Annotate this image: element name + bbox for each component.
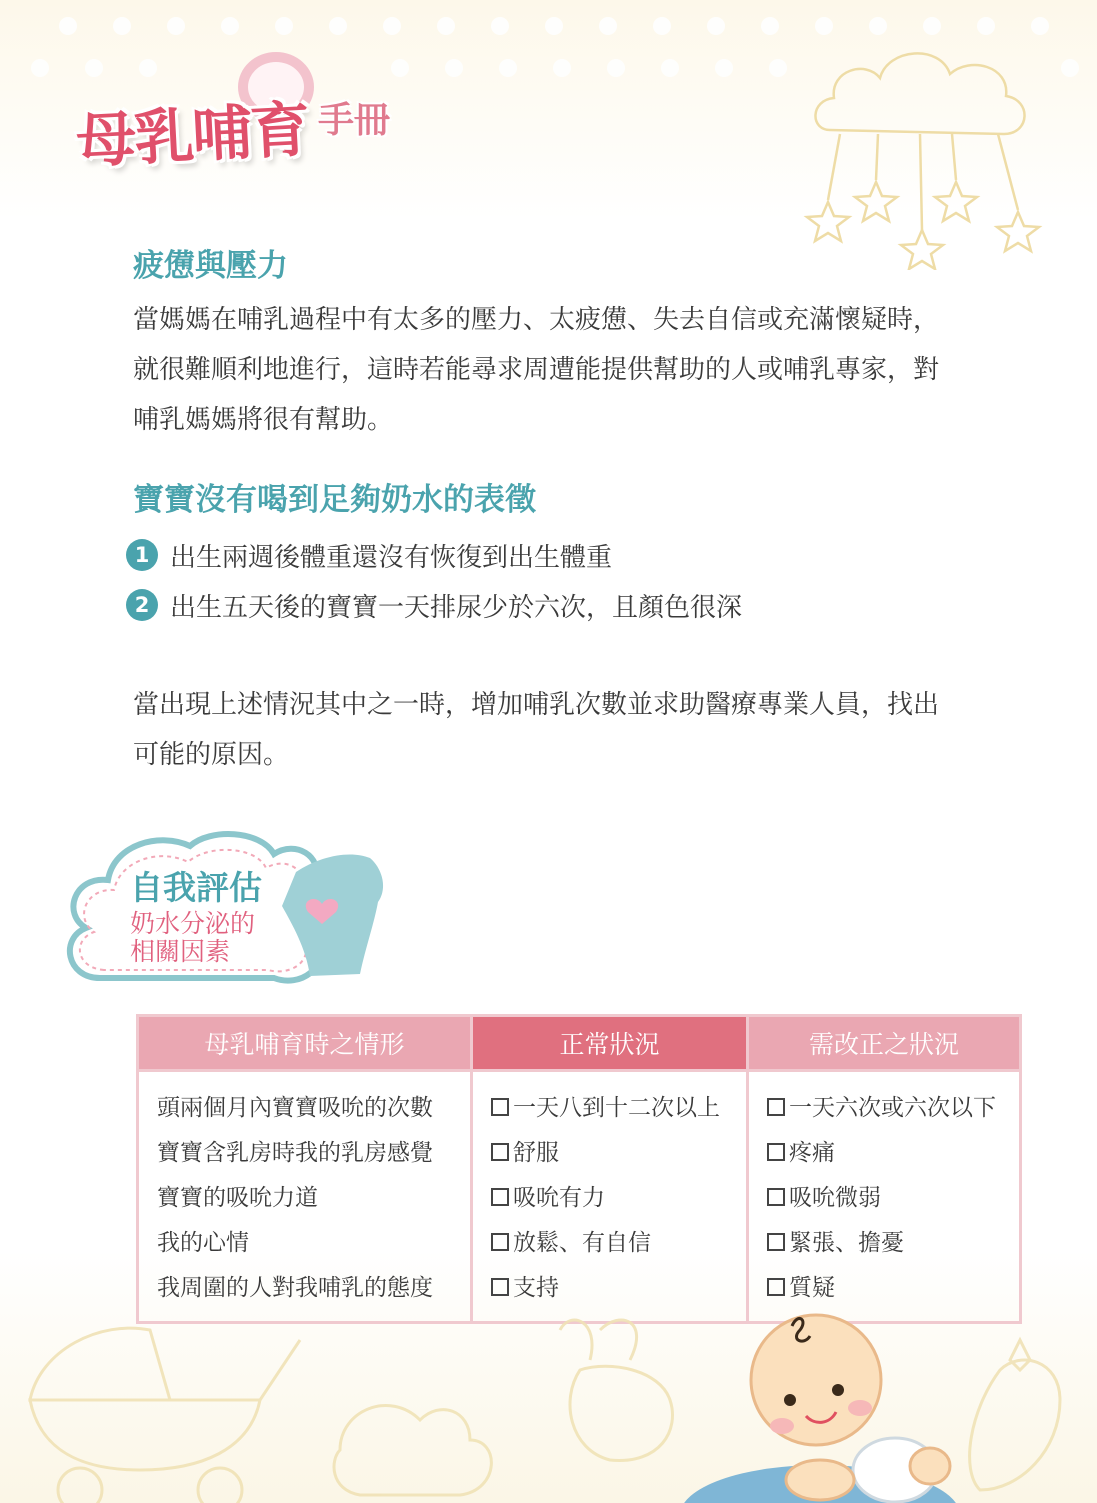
paragraph-line: 當媽媽在哺乳過程中有太多的壓力、太疲憊、失去自信或充滿懷疑時，: [133, 305, 940, 335]
list-item-text: 出生五天後的寶寶一天排尿少於六次，且顏色很深: [170, 592, 743, 623]
normal-option[interactable]: [473, 1086, 746, 1131]
checkbox[interactable]: [767, 1233, 785, 1251]
situation-item: 我周圍的人對我哺乳的態度: [157, 1275, 433, 1301]
option-label: 疼痛: [789, 1140, 835, 1166]
paragraph-line: 可能的原因。: [133, 740, 290, 770]
situation-item: 寶寶的吸吮力道: [157, 1185, 318, 1211]
column-header: 正常狀況: [472, 1016, 748, 1071]
paragraph-line: 哺乳媽媽將很有幫助。: [133, 405, 394, 435]
logo-title: 母乳哺育: [74, 94, 310, 178]
paragraph-line: 就很難順利地進行，這時若能尋求周遭能提供幫助的人或哺乳專家，對: [133, 355, 940, 385]
correction-option[interactable]: [749, 1221, 1019, 1266]
table-row: [138, 1071, 1021, 1323]
column-header: 母乳哺育時之情形: [138, 1016, 472, 1071]
needs-correction-cell: [748, 1071, 1021, 1323]
self-assessment-subtitle: 奶水分泌的: [130, 909, 256, 938]
list-item: [126, 535, 612, 575]
normal-cell: [472, 1071, 748, 1323]
option-label: 一天八到十二次以上: [513, 1095, 720, 1121]
option-label: 舒服: [513, 1140, 559, 1166]
situations-cell: [138, 1071, 472, 1323]
option-label: 一天六次或六次以下: [789, 1095, 996, 1121]
option-label: 質疑: [789, 1275, 835, 1301]
self-assessment-subtitle: 相關因素: [130, 937, 231, 966]
correction-option[interactable]: [749, 1131, 1019, 1176]
section-title-fatigue: 疲憊與壓力: [133, 248, 288, 284]
logo-subtitle: 手冊: [318, 100, 391, 141]
number-badge: 2: [126, 589, 158, 621]
correction-option[interactable]: [749, 1176, 1019, 1221]
booklet-logo: [62, 48, 422, 188]
situation-item: 頭兩個月內寶寶吸吮的次數: [157, 1095, 433, 1121]
column-header: 需改正之狀況: [748, 1016, 1021, 1071]
situation-item: 我的心情: [157, 1230, 249, 1256]
paragraph-line: 當出現上述情況其中之一時，增加哺乳次數並求助醫療專業人員，找出: [133, 690, 940, 720]
normal-option[interactable]: [473, 1176, 746, 1221]
checkbox[interactable]: [491, 1233, 509, 1251]
option-label: 吸吮有力: [513, 1185, 605, 1211]
section-title-insufficient-milk: 寶寶沒有喝到足夠奶水的表徵: [133, 482, 536, 518]
checkbox[interactable]: [491, 1098, 509, 1116]
checkbox[interactable]: [491, 1143, 509, 1161]
list-item: [126, 585, 742, 625]
checkbox[interactable]: [767, 1143, 785, 1161]
checkbox[interactable]: [767, 1188, 785, 1206]
baby-illustration-decoration: [0, 1290, 1097, 1503]
breastfeeding-assessment-table: [136, 1014, 1022, 1324]
list-item-text: 出生兩週後體重還沒有恢復到出生體重: [170, 542, 613, 573]
normal-option[interactable]: [473, 1221, 746, 1266]
option-label: 吸吮微弱: [789, 1185, 881, 1211]
option-label: 緊張、擔憂: [789, 1230, 904, 1256]
number-badge: 1: [126, 539, 158, 571]
checkbox[interactable]: [491, 1188, 509, 1206]
self-assessment-title: 自我評估: [130, 868, 262, 907]
option-label: 放鬆、有自信: [513, 1230, 651, 1256]
situation-item: 寶寶含乳房時我的乳房感覺: [157, 1140, 433, 1166]
normal-option[interactable]: [473, 1131, 746, 1176]
option-label: 支持: [513, 1275, 559, 1301]
checkbox[interactable]: [767, 1098, 785, 1116]
cloud-stars-decoration: [800, 30, 1060, 270]
correction-option[interactable]: [749, 1086, 1019, 1131]
